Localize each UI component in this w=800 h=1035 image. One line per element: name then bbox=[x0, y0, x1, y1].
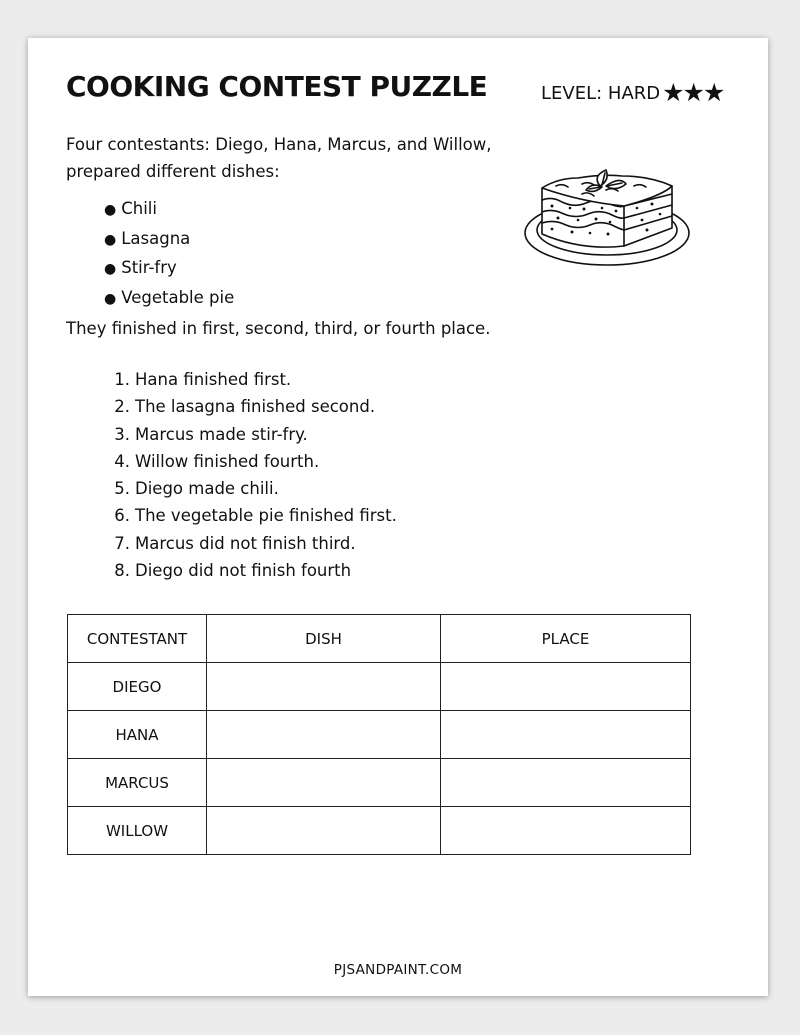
table-row bbox=[68, 711, 691, 759]
dish-answer-cell[interactable] bbox=[207, 807, 441, 855]
clue-item bbox=[110, 393, 397, 420]
clue-number: 3. bbox=[114, 424, 130, 444]
dish-answer-cell[interactable] bbox=[207, 663, 441, 711]
page-title: COOKING CONTEST PUZZLE bbox=[66, 70, 488, 103]
answer-grid bbox=[67, 614, 691, 855]
dish-item: ● Lasagna bbox=[104, 225, 234, 255]
clue-text: Diego made chili. bbox=[135, 479, 279, 499]
dish-list bbox=[104, 195, 234, 313]
lasagna-icon bbox=[522, 156, 692, 276]
clue-list bbox=[110, 366, 397, 584]
clue-item bbox=[110, 366, 397, 393]
worksheet-page bbox=[28, 38, 768, 996]
clue-item bbox=[110, 557, 397, 584]
place-answer-cell[interactable] bbox=[441, 759, 691, 807]
dish-answer-cell[interactable] bbox=[207, 759, 441, 807]
clue-item bbox=[110, 448, 397, 475]
intro-text: Four contestants: Diego, Hana, Marcus, and Willow, prepared different dishes: bbox=[66, 135, 492, 181]
clue-text: Hana finished first. bbox=[135, 370, 292, 389]
clue-text: The vegetable pie finished first. bbox=[135, 506, 397, 526]
clue-text: Willow finished fourth. bbox=[135, 451, 320, 471]
header-dish: DISH bbox=[207, 615, 441, 663]
table-row bbox=[68, 663, 691, 711]
level-label: LEVEL: HARD bbox=[541, 83, 661, 104]
table-row bbox=[68, 807, 691, 855]
clue-number: 8. bbox=[114, 561, 130, 581]
places-text: They finished in first, second, third, or fourth place. bbox=[66, 319, 491, 338]
clue-text: Marcus made stir-fry. bbox=[135, 424, 308, 444]
clue-item bbox=[110, 475, 397, 502]
clue-number: 1. bbox=[114, 370, 130, 389]
dish-answer-cell[interactable] bbox=[207, 711, 441, 759]
contestant-cell: HANA bbox=[68, 711, 207, 759]
clue-item bbox=[110, 502, 397, 529]
clue-item bbox=[110, 530, 397, 557]
clue-number: 4. bbox=[114, 451, 130, 471]
clue-number: 7. bbox=[114, 533, 130, 553]
clue-number: 6. bbox=[114, 506, 130, 526]
place-answer-cell[interactable] bbox=[441, 807, 691, 855]
clue-text: The lasagna finished second. bbox=[135, 397, 376, 417]
grid-header-row bbox=[68, 615, 691, 663]
place-answer-cell[interactable] bbox=[441, 663, 691, 711]
dish-item: ● Chili bbox=[104, 195, 234, 225]
header-contestant: CONTESTANT bbox=[68, 615, 207, 663]
clue-number: 5. bbox=[114, 479, 130, 499]
clue-item bbox=[110, 421, 397, 448]
clue-number: 2. bbox=[114, 397, 130, 417]
dish-item: ● Vegetable pie bbox=[104, 284, 234, 314]
contestant-cell: MARCUS bbox=[68, 759, 207, 807]
header-place: PLACE bbox=[441, 615, 691, 663]
table-row bbox=[68, 759, 691, 807]
contestant-cell: WILLOW bbox=[68, 807, 207, 855]
difficulty-level bbox=[541, 78, 723, 107]
place-answer-cell[interactable] bbox=[441, 711, 691, 759]
clue-text: Marcus did not finish third. bbox=[135, 533, 356, 553]
difficulty-stars: ★★★ bbox=[662, 78, 724, 107]
contestant-cell: DIEGO bbox=[68, 663, 207, 711]
clue-text: Diego did not finish fourth bbox=[135, 561, 352, 581]
dish-item: ● Stir-fry bbox=[104, 254, 234, 284]
footer-site: PJSANDPAINT.COM bbox=[333, 962, 463, 978]
